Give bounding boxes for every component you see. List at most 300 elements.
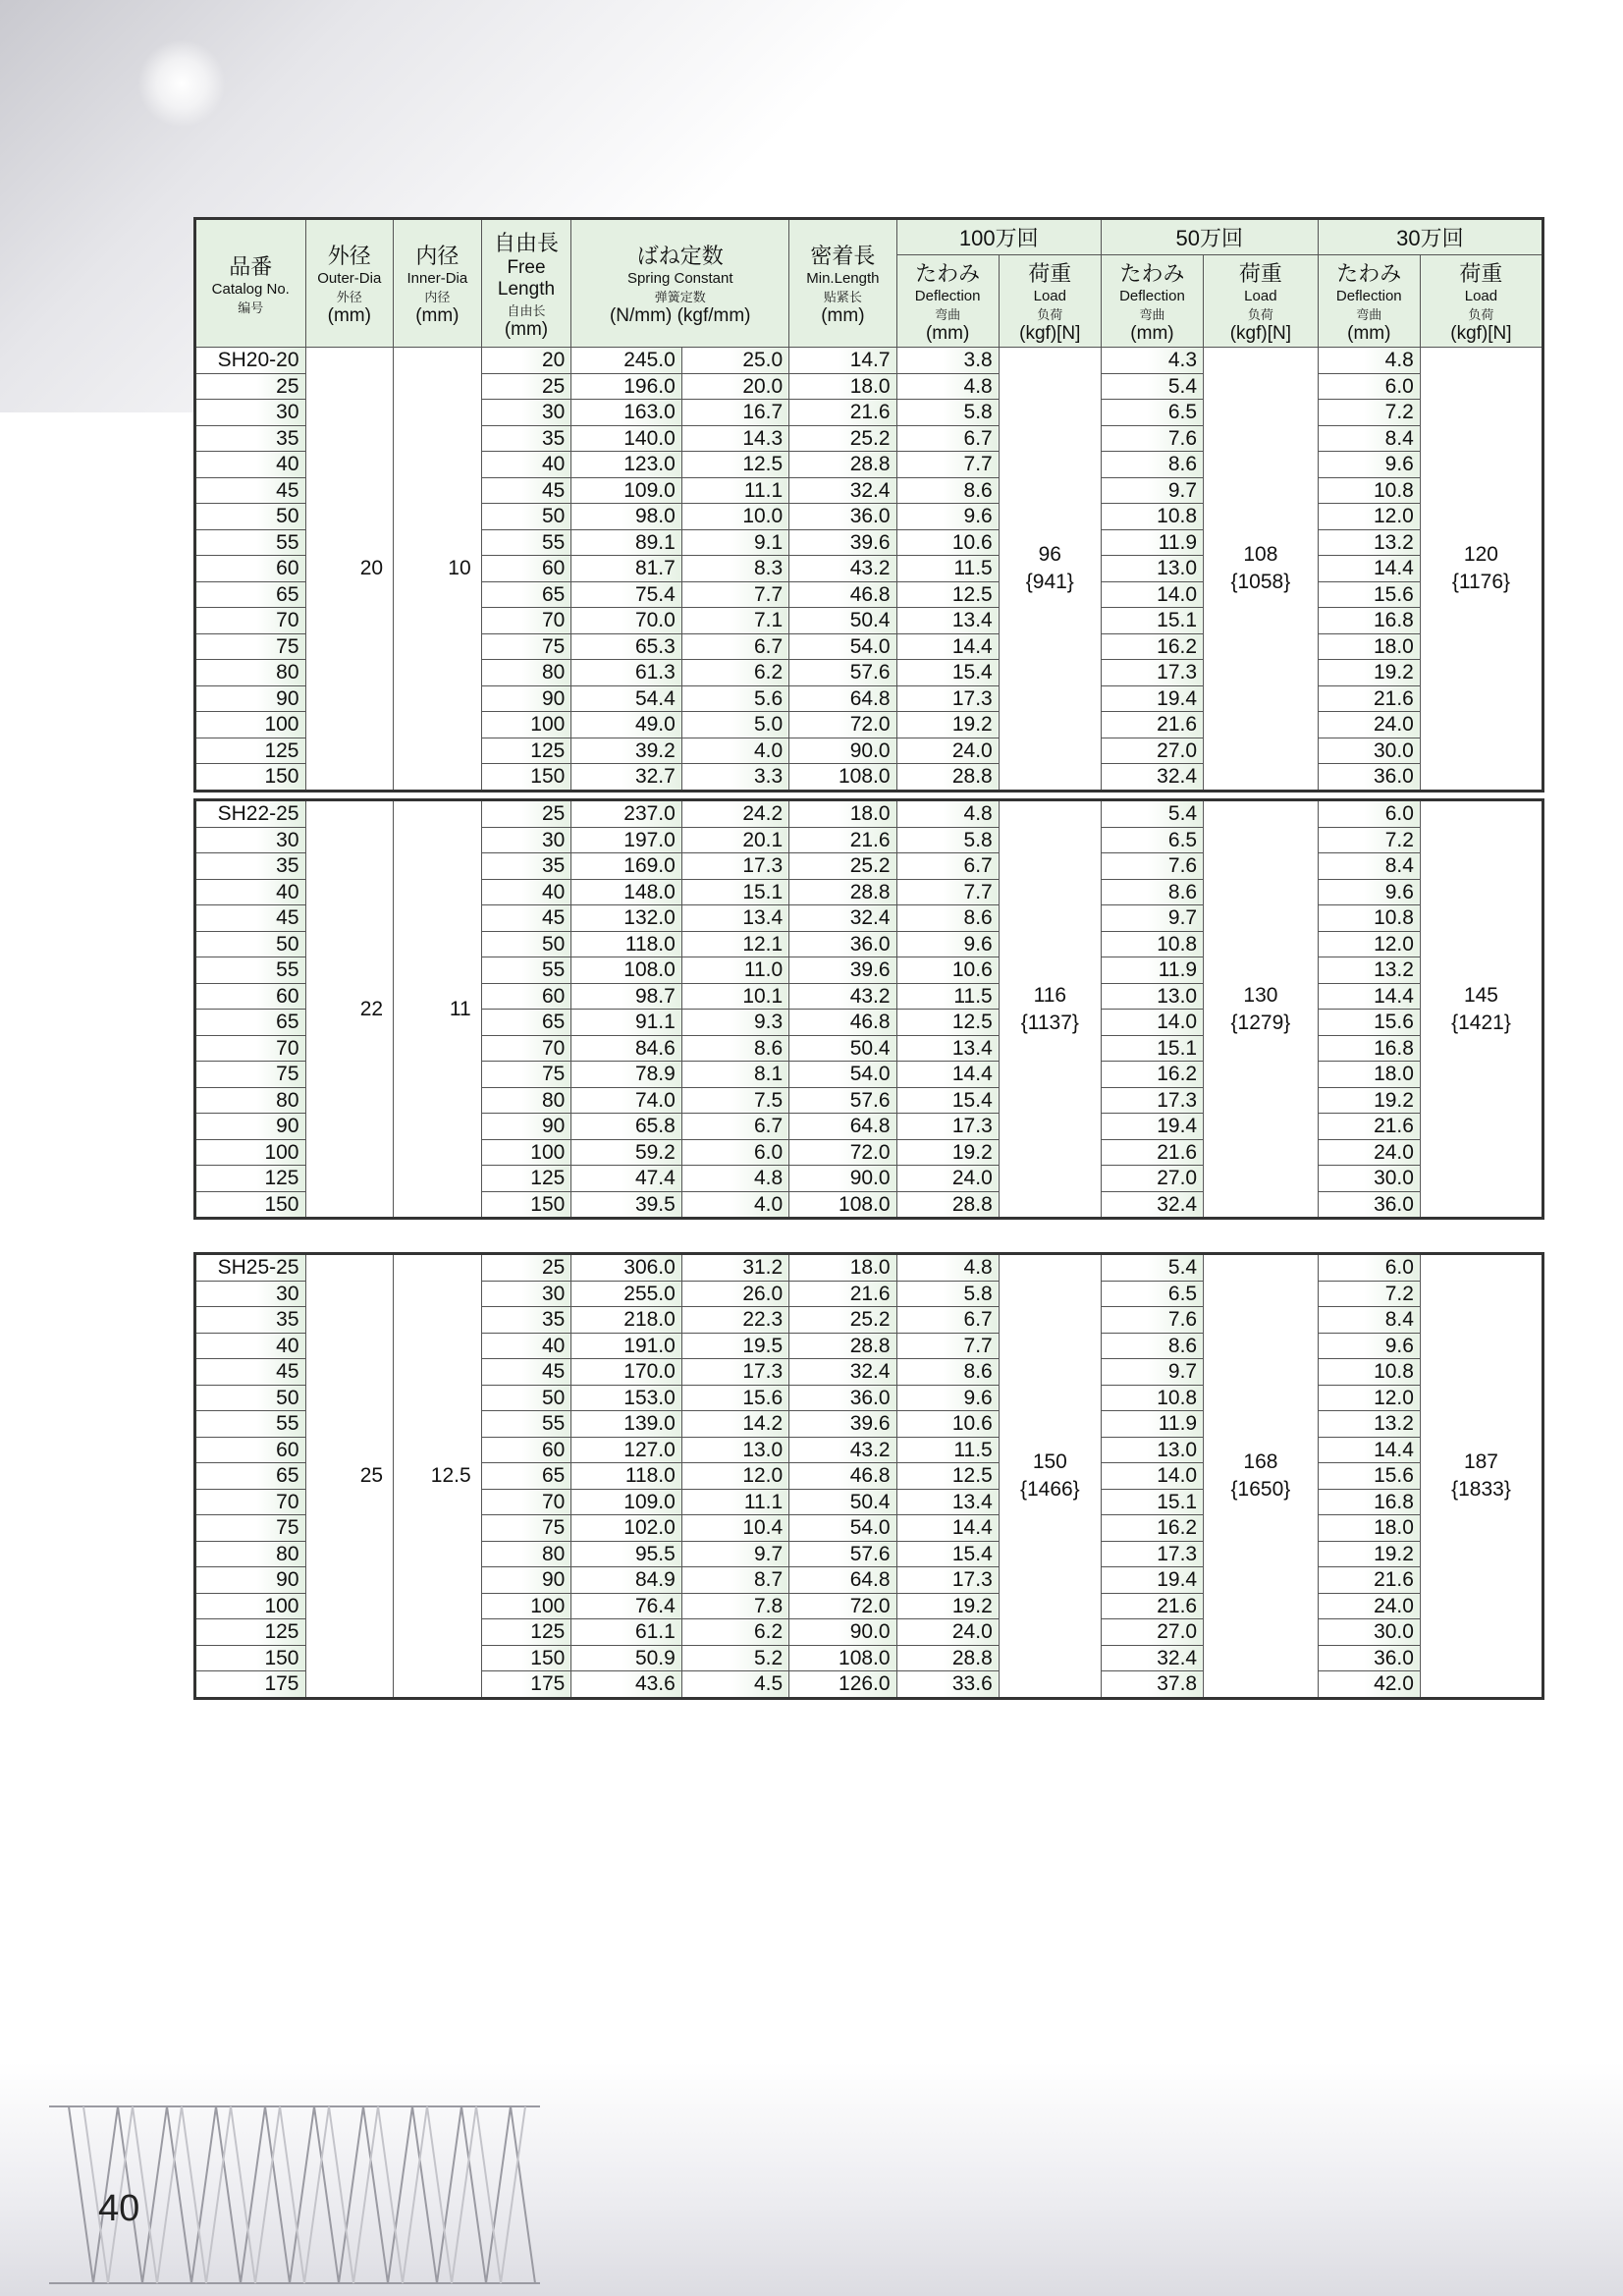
deflection-300k-cell: 7.2 — [1318, 827, 1420, 853]
deflection-300k-cell: 21.6 — [1318, 1567, 1420, 1594]
header-deflection-1: たわみ Deflection 弯曲 (mm) — [896, 255, 999, 348]
spring-constant-n-cell: 132.0 — [571, 905, 682, 932]
table-row — [195, 800, 1543, 828]
catalog-no-cell: 75 — [195, 1062, 306, 1088]
load-1m-cell: 150 {1466} — [999, 1254, 1101, 1699]
catalog-no-cell: 30 — [195, 400, 306, 426]
min-length-cell: 32.4 — [789, 1359, 896, 1386]
spring-constant-kgf-cell: 17.3 — [681, 1359, 788, 1386]
deflection-300k-cell: 36.0 — [1318, 1191, 1420, 1219]
deflection-300k-cell: 18.0 — [1318, 1515, 1420, 1542]
deflection-500k-cell: 32.4 — [1101, 1645, 1203, 1671]
spring-constant-n-cell: 118.0 — [571, 931, 682, 957]
spring-constant-n-cell: 169.0 — [571, 853, 682, 880]
min-length-cell: 18.0 — [789, 800, 896, 828]
spring-constant-n-cell: 43.6 — [571, 1671, 682, 1699]
catalog-no-cell: 40 — [195, 879, 306, 905]
free-length-cell: 45 — [481, 1359, 571, 1386]
spring-constant-kgf-cell: 9.1 — [681, 529, 788, 556]
deflection-500k-cell: 11.9 — [1101, 1411, 1203, 1438]
catalog-no-cell: 55 — [195, 1411, 306, 1438]
spring-constant-kgf-cell: 19.5 — [681, 1333, 788, 1359]
deflection-500k-cell: 19.4 — [1101, 1114, 1203, 1140]
spring-constant-n-cell: 197.0 — [571, 827, 682, 853]
deflection-300k-cell: 15.6 — [1318, 1010, 1420, 1036]
spring-constant-n-cell: 49.0 — [571, 712, 682, 738]
deflection-500k-cell: 27.0 — [1101, 1619, 1203, 1646]
spring-constant-kgf-cell: 6.7 — [681, 1114, 788, 1140]
min-length-cell: 36.0 — [789, 931, 896, 957]
spring-constant-kgf-cell: 4.8 — [681, 1166, 788, 1192]
deflection-500k-cell: 4.3 — [1101, 348, 1203, 374]
spring-constant-kgf-cell: 22.3 — [681, 1307, 788, 1334]
deflection-1m-cell: 7.7 — [896, 879, 999, 905]
free-length-cell: 80 — [481, 660, 571, 686]
spring-constant-n-cell: 39.5 — [571, 1191, 682, 1219]
min-length-cell: 54.0 — [789, 1515, 896, 1542]
deflection-500k-cell: 19.4 — [1101, 685, 1203, 712]
deflection-500k-cell: 11.9 — [1101, 529, 1203, 556]
min-length-cell: 57.6 — [789, 1541, 896, 1567]
deflection-300k-cell: 30.0 — [1318, 1619, 1420, 1646]
catalog-no-cell: 65 — [195, 1463, 306, 1490]
deflection-1m-cell: 13.4 — [896, 1035, 999, 1062]
deflection-500k-cell: 13.0 — [1101, 983, 1203, 1010]
min-length-cell: 50.4 — [789, 1035, 896, 1062]
deflection-1m-cell: 28.8 — [896, 1645, 999, 1671]
catalog-no-cell: 45 — [195, 1359, 306, 1386]
load-500k-cell: 130 {1279} — [1204, 800, 1319, 1219]
load-300k-cell: 120 {1176} — [1420, 348, 1542, 792]
deflection-500k-cell: 16.2 — [1101, 633, 1203, 660]
catalog-no-cell: SH20-20 — [195, 348, 306, 374]
catalog-no-cell: 90 — [195, 685, 306, 712]
min-length-cell: 126.0 — [789, 1671, 896, 1699]
deflection-500k-cell: 5.4 — [1101, 373, 1203, 400]
deflection-1m-cell: 11.5 — [896, 983, 999, 1010]
min-length-cell: 32.4 — [789, 477, 896, 504]
free-length-cell: 80 — [481, 1541, 571, 1567]
min-length-cell: 21.6 — [789, 1281, 896, 1307]
deflection-300k-cell: 15.6 — [1318, 1463, 1420, 1490]
deflection-300k-cell: 30.0 — [1318, 738, 1420, 764]
deflection-500k-cell: 9.7 — [1101, 905, 1203, 932]
min-length-cell: 57.6 — [789, 660, 896, 686]
min-length-cell: 57.6 — [789, 1087, 896, 1114]
catalog-no-cell: 150 — [195, 1191, 306, 1219]
spring-constant-n-cell: 61.3 — [571, 660, 682, 686]
catalog-no-cell: 55 — [195, 529, 306, 556]
spring-constant-n-cell: 65.3 — [571, 633, 682, 660]
spring-constant-kgf-cell: 16.7 — [681, 400, 788, 426]
spring-constant-kgf-cell: 3.3 — [681, 764, 788, 792]
spring-constant-kgf-cell: 8.7 — [681, 1567, 788, 1594]
free-length-cell: 125 — [481, 1166, 571, 1192]
spring-constant-n-cell: 153.0 — [571, 1385, 682, 1411]
free-length-cell: 35 — [481, 1307, 571, 1334]
free-length-cell: 50 — [481, 931, 571, 957]
spring-constant-kgf-cell: 8.3 — [681, 556, 788, 582]
spring-constant-n-cell: 59.2 — [571, 1139, 682, 1166]
spring-constant-kgf-cell: 6.2 — [681, 660, 788, 686]
spring-constant-n-cell: 50.9 — [571, 1645, 682, 1671]
min-length-cell: 39.6 — [789, 529, 896, 556]
header-load-1: 荷重 Load 负荷 (kgf)[N] — [999, 255, 1101, 348]
spring-constant-kgf-cell: 4.5 — [681, 1671, 788, 1699]
load-500k-cell: 108 {1058} — [1204, 348, 1319, 792]
page-number: 40 — [98, 2188, 140, 2229]
deflection-300k-cell: 13.2 — [1318, 529, 1420, 556]
deflection-1m-cell: 8.6 — [896, 477, 999, 504]
spring-constant-n-cell: 245.0 — [571, 348, 682, 374]
load-500k-cell: 168 {1650} — [1204, 1254, 1319, 1699]
deflection-300k-cell: 8.4 — [1318, 1307, 1420, 1334]
catalog-no-cell: 40 — [195, 1333, 306, 1359]
header-group-300k: 30万回 — [1318, 219, 1542, 255]
spring-constant-n-cell: 98.7 — [571, 983, 682, 1010]
deflection-1m-cell: 28.8 — [896, 764, 999, 792]
min-length-cell: 21.6 — [789, 827, 896, 853]
deflection-1m-cell: 8.6 — [896, 1359, 999, 1386]
free-length-cell: 65 — [481, 1463, 571, 1490]
spring-constant-n-cell: 109.0 — [571, 1489, 682, 1515]
outer-dia-cell: 25 — [305, 1254, 394, 1699]
load-300k-cell: 145 {1421} — [1420, 800, 1542, 1219]
deflection-500k-cell: 17.3 — [1101, 1541, 1203, 1567]
free-length-cell: 55 — [481, 1411, 571, 1438]
deflection-1m-cell: 4.8 — [896, 800, 999, 828]
deflection-1m-cell: 12.5 — [896, 1463, 999, 1490]
deflection-300k-cell: 24.0 — [1318, 1593, 1420, 1619]
catalog-no-cell: 35 — [195, 425, 306, 452]
deflection-1m-cell: 6.7 — [896, 1307, 999, 1334]
deflection-500k-cell: 16.2 — [1101, 1062, 1203, 1088]
header-load-3: 荷重 Load 负荷 (kgf)[N] — [1420, 255, 1542, 348]
deflection-500k-cell: 32.4 — [1101, 764, 1203, 792]
deflection-500k-cell: 37.8 — [1101, 1671, 1203, 1699]
free-length-cell: 90 — [481, 685, 571, 712]
spring-constant-kgf-cell: 11.1 — [681, 1489, 788, 1515]
deflection-300k-cell: 15.6 — [1318, 581, 1420, 608]
spring-constant-kgf-cell: 8.1 — [681, 1062, 788, 1088]
catalog-no-cell: 100 — [195, 1139, 306, 1166]
spring-constant-n-cell: 102.0 — [571, 1515, 682, 1542]
spring-constant-kgf-cell: 4.0 — [681, 1191, 788, 1219]
deflection-1m-cell: 12.5 — [896, 581, 999, 608]
deflection-1m-cell: 33.6 — [896, 1671, 999, 1699]
header-free-length: 自由長 Free Length 自由长 (mm) — [481, 219, 571, 348]
deflection-500k-cell: 7.6 — [1101, 425, 1203, 452]
deflection-1m-cell: 15.4 — [896, 1087, 999, 1114]
free-length-cell: 25 — [481, 1254, 571, 1282]
deflection-500k-cell: 14.0 — [1101, 1463, 1203, 1490]
header-deflection-2: たわみ Deflection 弯曲 (mm) — [1101, 255, 1203, 348]
free-length-cell: 90 — [481, 1114, 571, 1140]
spring-constant-n-cell: 65.8 — [571, 1114, 682, 1140]
spring-constant-n-cell: 108.0 — [571, 957, 682, 984]
min-length-cell: 108.0 — [789, 764, 896, 792]
catalog-no-cell: 150 — [195, 764, 306, 792]
min-length-cell: 43.2 — [789, 1437, 896, 1463]
deflection-1m-cell: 19.2 — [896, 1593, 999, 1619]
deflection-1m-cell: 6.7 — [896, 853, 999, 880]
header-load-2: 荷重 Load 负荷 (kgf)[N] — [1204, 255, 1319, 348]
min-length-cell: 36.0 — [789, 504, 896, 530]
min-length-cell: 28.8 — [789, 1333, 896, 1359]
spring-constant-n-cell: 81.7 — [571, 556, 682, 582]
catalog-no-cell: 90 — [195, 1114, 306, 1140]
deflection-500k-cell: 5.4 — [1101, 1254, 1203, 1282]
deflection-300k-cell: 4.8 — [1318, 348, 1420, 374]
deflection-300k-cell: 7.2 — [1318, 1281, 1420, 1307]
deflection-1m-cell: 7.7 — [896, 452, 999, 478]
deflection-300k-cell: 6.0 — [1318, 800, 1420, 828]
deflection-1m-cell: 11.5 — [896, 556, 999, 582]
free-length-cell: 75 — [481, 1062, 571, 1088]
spring-constant-kgf-cell: 13.4 — [681, 905, 788, 932]
free-length-cell: 40 — [481, 1333, 571, 1359]
min-length-cell: 43.2 — [789, 983, 896, 1010]
spring-constant-kgf-cell: 9.3 — [681, 1010, 788, 1036]
deflection-300k-cell: 24.0 — [1318, 1139, 1420, 1166]
min-length-cell: 43.2 — [789, 556, 896, 582]
deflection-500k-cell: 13.0 — [1101, 1437, 1203, 1463]
min-length-cell: 28.8 — [789, 879, 896, 905]
spring-constant-kgf-cell: 24.2 — [681, 800, 788, 828]
deflection-300k-cell: 9.6 — [1318, 1333, 1420, 1359]
deflection-1m-cell: 4.8 — [896, 373, 999, 400]
min-length-cell: 90.0 — [789, 1166, 896, 1192]
free-length-cell: 35 — [481, 853, 571, 880]
free-length-cell: 50 — [481, 1385, 571, 1411]
spring-constant-kgf-cell: 10.4 — [681, 1515, 788, 1542]
deflection-300k-cell: 16.8 — [1318, 1035, 1420, 1062]
deflection-500k-cell: 7.6 — [1101, 853, 1203, 880]
spring-constant-n-cell: 140.0 — [571, 425, 682, 452]
spring-constant-n-cell: 84.9 — [571, 1567, 682, 1594]
deflection-500k-cell: 15.1 — [1101, 608, 1203, 634]
catalog-no-cell: 100 — [195, 712, 306, 738]
free-length-cell: 75 — [481, 1515, 571, 1542]
deflection-1m-cell: 10.6 — [896, 529, 999, 556]
spring-constant-n-cell: 109.0 — [571, 477, 682, 504]
catalog-no-cell: 60 — [195, 556, 306, 582]
deflection-300k-cell: 8.4 — [1318, 425, 1420, 452]
spring-constant-kgf-cell: 6.0 — [681, 1139, 788, 1166]
deflection-300k-cell: 7.2 — [1318, 400, 1420, 426]
header-catalog: 品番 Catalog No. 编号 — [195, 219, 306, 348]
deflection-1m-cell: 5.8 — [896, 400, 999, 426]
deflection-300k-cell: 12.0 — [1318, 931, 1420, 957]
deflection-300k-cell: 19.2 — [1318, 660, 1420, 686]
deflection-1m-cell: 6.7 — [896, 425, 999, 452]
free-length-cell: 25 — [481, 373, 571, 400]
deflection-1m-cell: 17.3 — [896, 685, 999, 712]
header-spring-constant: ばね定数 Spring Constant 弹簧定数 (N/mm) (kgf/mm) — [571, 219, 789, 348]
min-length-cell: 64.8 — [789, 1567, 896, 1594]
spring-constant-kgf-cell: 14.2 — [681, 1411, 788, 1438]
header-outer-dia: 外径 Outer-Dia 外径 (mm) — [305, 219, 394, 348]
deflection-500k-cell: 15.1 — [1101, 1489, 1203, 1515]
spring-constant-n-cell: 75.4 — [571, 581, 682, 608]
deflection-1m-cell: 3.8 — [896, 348, 999, 374]
deflection-1m-cell: 5.8 — [896, 827, 999, 853]
free-length-cell: 90 — [481, 1567, 571, 1594]
spring-constant-n-cell: 39.2 — [571, 738, 682, 764]
deflection-300k-cell: 13.2 — [1318, 1411, 1420, 1438]
free-length-cell: 150 — [481, 764, 571, 792]
deflection-500k-cell: 10.8 — [1101, 1385, 1203, 1411]
deflection-500k-cell: 10.8 — [1101, 931, 1203, 957]
spring-constant-n-cell: 123.0 — [571, 452, 682, 478]
spring-constant-kgf-cell: 15.1 — [681, 879, 788, 905]
min-length-cell: 64.8 — [789, 1114, 896, 1140]
catalog-no-cell: 55 — [195, 957, 306, 984]
catalog-no-cell: SH22-25 — [195, 800, 306, 828]
deflection-300k-cell: 9.6 — [1318, 452, 1420, 478]
catalog-no-cell: 75 — [195, 633, 306, 660]
min-length-cell: 25.2 — [789, 425, 896, 452]
free-length-cell: 100 — [481, 712, 571, 738]
spec-table-sh25 — [193, 1252, 1544, 1700]
spring-constant-n-cell: 95.5 — [571, 1541, 682, 1567]
spring-constant-n-cell: 148.0 — [571, 879, 682, 905]
catalog-no-cell: 175 — [195, 1671, 306, 1699]
free-length-cell: 175 — [481, 1671, 571, 1699]
deflection-500k-cell: 6.5 — [1101, 827, 1203, 853]
free-length-cell: 65 — [481, 1010, 571, 1036]
spring-constant-kgf-cell: 11.0 — [681, 957, 788, 984]
catalog-no-cell: 50 — [195, 504, 306, 530]
header-inner-dia: 内径 Inner-Dia 内径 (mm) — [394, 219, 482, 348]
deflection-500k-cell: 21.6 — [1101, 1139, 1203, 1166]
deflection-1m-cell: 12.5 — [896, 1010, 999, 1036]
spring-constant-kgf-cell: 11.1 — [681, 477, 788, 504]
spring-constant-n-cell: 139.0 — [571, 1411, 682, 1438]
spring-constant-kgf-cell: 15.6 — [681, 1385, 788, 1411]
deflection-300k-cell: 6.0 — [1318, 1254, 1420, 1282]
deflection-1m-cell: 19.2 — [896, 712, 999, 738]
catalog-no-cell: 45 — [195, 477, 306, 504]
free-length-cell: 20 — [481, 348, 571, 374]
catalog-no-cell: 80 — [195, 660, 306, 686]
spring-constant-kgf-cell: 12.5 — [681, 452, 788, 478]
catalog-no-cell: 45 — [195, 905, 306, 932]
free-length-cell: 40 — [481, 452, 571, 478]
deflection-1m-cell: 5.8 — [896, 1281, 999, 1307]
min-length-cell: 72.0 — [789, 1593, 896, 1619]
deflection-1m-cell: 10.6 — [896, 1411, 999, 1438]
min-length-cell: 54.0 — [789, 633, 896, 660]
deflection-300k-cell: 14.4 — [1318, 983, 1420, 1010]
catalog-no-cell: 90 — [195, 1567, 306, 1594]
free-length-cell: 125 — [481, 738, 571, 764]
deflection-300k-cell: 6.0 — [1318, 373, 1420, 400]
spring-constant-kgf-cell: 13.0 — [681, 1437, 788, 1463]
deflection-500k-cell: 11.9 — [1101, 957, 1203, 984]
deflection-1m-cell: 17.3 — [896, 1567, 999, 1594]
free-length-cell: 100 — [481, 1139, 571, 1166]
free-length-cell: 60 — [481, 1437, 571, 1463]
spring-constant-n-cell: 255.0 — [571, 1281, 682, 1307]
deflection-1m-cell: 13.4 — [896, 608, 999, 634]
header-group-1m: 100万回 — [896, 219, 1101, 255]
catalog-no-cell: 65 — [195, 1010, 306, 1036]
spring-constant-n-cell: 91.1 — [571, 1010, 682, 1036]
free-length-cell: 45 — [481, 905, 571, 932]
min-length-cell: 108.0 — [789, 1645, 896, 1671]
min-length-cell: 28.8 — [789, 452, 896, 478]
deflection-500k-cell: 5.4 — [1101, 800, 1203, 828]
load-300k-cell: 187 {1833} — [1420, 1254, 1542, 1699]
catalog-no-cell: 50 — [195, 1385, 306, 1411]
deflection-1m-cell: 4.8 — [896, 1254, 999, 1282]
deflection-300k-cell: 19.2 — [1318, 1087, 1420, 1114]
spring-constant-kgf-cell: 20.0 — [681, 373, 788, 400]
spring-constant-kgf-cell: 5.0 — [681, 712, 788, 738]
deflection-300k-cell: 42.0 — [1318, 1671, 1420, 1699]
deflection-300k-cell: 9.6 — [1318, 879, 1420, 905]
deflection-1m-cell: 19.2 — [896, 1139, 999, 1166]
min-length-cell: 72.0 — [789, 1139, 896, 1166]
deflection-500k-cell: 10.8 — [1101, 504, 1203, 530]
spring-constant-n-cell: 127.0 — [571, 1437, 682, 1463]
deflection-300k-cell: 16.8 — [1318, 1489, 1420, 1515]
deflection-1m-cell: 17.3 — [896, 1114, 999, 1140]
free-length-cell: 30 — [481, 827, 571, 853]
spring-constant-n-cell: 218.0 — [571, 1307, 682, 1334]
deflection-1m-cell: 13.4 — [896, 1489, 999, 1515]
free-length-cell: 60 — [481, 983, 571, 1010]
deflection-1m-cell: 24.0 — [896, 1619, 999, 1646]
deflection-1m-cell: 15.4 — [896, 1541, 999, 1567]
spring-constant-kgf-cell: 6.2 — [681, 1619, 788, 1646]
catalog-no-cell: 50 — [195, 931, 306, 957]
spring-constant-n-cell: 70.0 — [571, 608, 682, 634]
catalog-no-cell: SH25-25 — [195, 1254, 306, 1282]
min-length-cell: 72.0 — [789, 712, 896, 738]
spring-constant-n-cell: 163.0 — [571, 400, 682, 426]
deflection-500k-cell: 8.6 — [1101, 1333, 1203, 1359]
spring-constant-kgf-cell: 10.0 — [681, 504, 788, 530]
deflection-500k-cell: 32.4 — [1101, 1191, 1203, 1219]
free-length-cell: 30 — [481, 400, 571, 426]
deflection-300k-cell: 18.0 — [1318, 633, 1420, 660]
table-row — [195, 1254, 1543, 1282]
catalog-no-cell: 70 — [195, 608, 306, 634]
catalog-no-cell: 70 — [195, 1035, 306, 1062]
spec-table-sh22 — [193, 798, 1544, 1220]
deflection-300k-cell: 19.2 — [1318, 1541, 1420, 1567]
catalog-no-cell: 80 — [195, 1541, 306, 1567]
min-length-cell: 54.0 — [789, 1062, 896, 1088]
spring-constant-n-cell: 61.1 — [571, 1619, 682, 1646]
spring-constant-kgf-cell: 6.7 — [681, 633, 788, 660]
min-length-cell: 39.6 — [789, 1411, 896, 1438]
deflection-1m-cell: 9.6 — [896, 931, 999, 957]
deflection-300k-cell: 24.0 — [1318, 712, 1420, 738]
free-length-cell: 55 — [481, 529, 571, 556]
deflection-1m-cell: 9.6 — [896, 504, 999, 530]
free-length-cell: 150 — [481, 1191, 571, 1219]
deflection-500k-cell: 7.6 — [1101, 1307, 1203, 1334]
min-length-cell: 90.0 — [789, 1619, 896, 1646]
deflection-1m-cell: 24.0 — [896, 1166, 999, 1192]
spring-constant-kgf-cell: 26.0 — [681, 1281, 788, 1307]
deflection-1m-cell: 8.6 — [896, 905, 999, 932]
min-length-cell: 46.8 — [789, 1463, 896, 1490]
min-length-cell: 50.4 — [789, 608, 896, 634]
